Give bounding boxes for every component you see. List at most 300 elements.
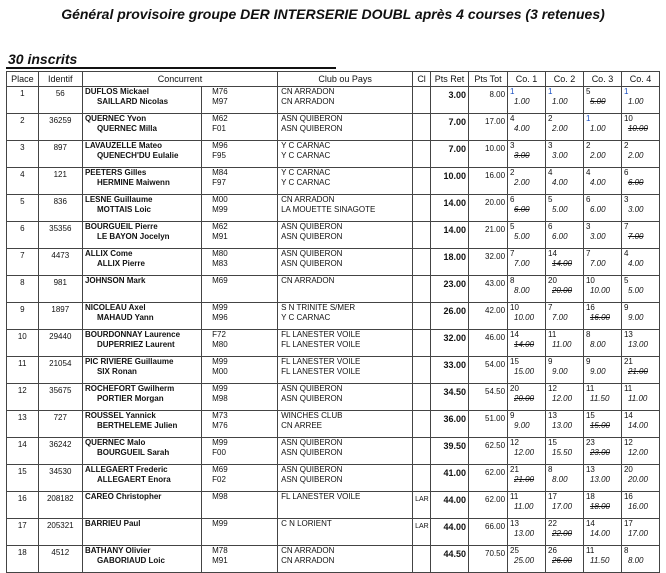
points: 1.00 <box>589 124 606 133</box>
table-row <box>7 249 660 276</box>
club <box>278 519 413 546</box>
crew-name: QUERNEC Milla <box>96 124 157 133</box>
race-1-score <box>508 114 546 141</box>
points-retained: 34.50 <box>431 384 469 411</box>
identif: 727 <box>38 411 82 438</box>
race-1-score <box>508 384 546 411</box>
crew-club: ASN QUIBERON <box>281 124 343 133</box>
competitor-names <box>82 195 201 222</box>
identif: 897 <box>38 141 82 168</box>
race-1-score <box>508 330 546 357</box>
helm-code: M69 <box>212 276 228 285</box>
club <box>278 141 413 168</box>
points: 4.00 <box>552 178 568 187</box>
helm-code: M99 <box>212 519 228 528</box>
crew-code: M76 <box>212 421 228 430</box>
crew-name: MAHAUD Yann <box>96 313 154 322</box>
crew-name: QUENECH'DU Eulalie <box>96 151 179 160</box>
competitor-names <box>82 303 201 330</box>
club <box>278 276 413 303</box>
race-3-score <box>583 546 621 573</box>
competitor-codes <box>202 357 278 384</box>
points: 4.00 <box>514 124 530 133</box>
rank: 4 <box>510 114 515 123</box>
rank: 23 <box>585 438 595 447</box>
competitor-codes <box>202 519 278 546</box>
helm-name: BATHANY Olivier <box>84 546 151 555</box>
club <box>278 195 413 222</box>
helm-club: ASN QUIBERON <box>281 222 343 231</box>
rank: 17 <box>623 519 633 528</box>
helm-code: M62 <box>212 114 228 123</box>
points: 22.00 <box>552 529 573 538</box>
helm-name: QUERNEC Malo <box>84 438 146 447</box>
club <box>278 384 413 411</box>
points: 6.00 <box>552 232 568 241</box>
points: 4.00 <box>589 178 606 187</box>
identif: 36259 <box>38 114 82 141</box>
race-4-score <box>621 222 659 249</box>
race-1-score <box>508 465 546 492</box>
points: 8.00 <box>514 286 530 295</box>
points: 8.00 <box>552 475 568 484</box>
table-row <box>7 492 660 519</box>
race-3-score <box>583 195 621 222</box>
helm-club: C N LORIENT <box>281 519 332 528</box>
rank: 5 <box>510 222 515 231</box>
rank: 18 <box>585 492 595 501</box>
race-1-score <box>508 357 546 384</box>
points: 13.00 <box>627 340 648 349</box>
table-row <box>7 141 660 168</box>
race-4-score <box>621 87 659 114</box>
rank: 21 <box>623 357 633 366</box>
category <box>413 411 431 438</box>
points-total: 62.50 <box>469 438 508 465</box>
crew-name: MOTTAIS Loic <box>96 205 152 214</box>
club <box>278 303 413 330</box>
category <box>413 276 431 303</box>
points: 16.00 <box>589 313 610 322</box>
category <box>413 303 431 330</box>
points: 9.00 <box>514 421 530 430</box>
rank: 2 <box>548 114 553 123</box>
race-1-score <box>508 546 546 573</box>
helm-club: FL LANESTER VOILE <box>281 357 361 366</box>
crew-club: FL LANESTER VOILE <box>281 367 361 376</box>
helm-club: ASN QUIBERON <box>281 384 343 393</box>
club <box>278 114 413 141</box>
rank: 16 <box>585 303 595 312</box>
club <box>278 87 413 114</box>
place: 2 <box>7 114 39 141</box>
category <box>413 546 431 573</box>
race-1-score <box>508 519 546 546</box>
race-3-score <box>583 438 621 465</box>
place: 18 <box>7 546 39 573</box>
rank: 11 <box>585 546 595 555</box>
helm-name: ROUSSEL Yannick <box>84 411 156 420</box>
race-1-score <box>508 168 546 195</box>
race-2-score <box>546 384 584 411</box>
rank: 7 <box>548 303 553 312</box>
identif: 36242 <box>38 438 82 465</box>
competitor-codes <box>202 222 278 249</box>
race-2-score <box>546 114 584 141</box>
helm-code: M98 <box>212 492 228 501</box>
race-3-score <box>583 222 621 249</box>
points: 13.00 <box>589 475 610 484</box>
rank: 12 <box>623 438 633 447</box>
rank: 8 <box>585 330 591 339</box>
race-1-score <box>508 411 546 438</box>
crew-code: M91 <box>212 232 228 241</box>
crew-code: M80 <box>212 340 228 349</box>
competitor-names <box>82 330 201 357</box>
rank: 11 <box>623 384 633 393</box>
place: 11 <box>7 357 39 384</box>
header-co2: Co. 2 <box>546 72 584 87</box>
race-3-score <box>583 492 621 519</box>
rank: 9 <box>510 411 515 420</box>
points-retained: 14.00 <box>431 195 469 222</box>
rank: 22 <box>548 519 557 528</box>
race-3-score <box>583 276 621 303</box>
points: 8.00 <box>627 556 644 565</box>
race-1-score <box>508 249 546 276</box>
table-row <box>7 546 660 573</box>
race-1-score <box>508 303 546 330</box>
identif: 56 <box>38 87 82 114</box>
competitor-codes <box>202 114 278 141</box>
points: 13.00 <box>514 529 535 538</box>
identif: 4512 <box>38 546 82 573</box>
rank: 13 <box>548 411 557 420</box>
crew-club: Y C CARNAC <box>281 313 331 322</box>
points: 11.50 <box>589 556 610 565</box>
race-2-score <box>546 87 584 114</box>
rank: 9 <box>585 357 591 366</box>
crew-club: LA MOUETTE SINAGOTE <box>281 205 376 214</box>
helm-code: M73 <box>212 411 228 420</box>
points: 21.00 <box>514 475 535 484</box>
helm-club: FL LANESTER VOILE <box>281 330 361 339</box>
points: 3.00 <box>552 151 568 160</box>
race-2-score <box>546 546 584 573</box>
helm-name: ROCHEFORT Gwilherm <box>84 384 175 393</box>
place: 3 <box>7 141 39 168</box>
points-total: 17.00 <box>469 114 508 141</box>
race-2-score <box>546 492 584 519</box>
race-2-score <box>546 195 584 222</box>
competitor-codes <box>202 249 278 276</box>
rank: 3 <box>548 141 553 150</box>
points: 15.00 <box>589 421 610 430</box>
competitor-names <box>82 411 201 438</box>
points: 5.00 <box>627 286 644 295</box>
crew-club: ASN QUIBERON <box>281 259 343 268</box>
competitor-codes <box>202 168 278 195</box>
helm-name: LESNE Guillaume <box>84 195 153 204</box>
points: 14.00 <box>589 529 610 538</box>
competitor-names <box>82 357 201 384</box>
category: LAR <box>413 492 431 519</box>
points: 7.00 <box>627 232 644 241</box>
points: 9.00 <box>552 367 568 376</box>
points-total: 16.00 <box>469 168 508 195</box>
club <box>278 168 413 195</box>
crew-club: CN ARRADON <box>281 556 335 565</box>
points-retained: 44.00 <box>431 492 469 519</box>
race-1-score <box>508 87 546 114</box>
crew-name: SAILLARD Nicolas <box>96 97 169 106</box>
rank: 14 <box>623 411 633 420</box>
competitor-codes <box>202 195 278 222</box>
rank: 25 <box>510 546 519 555</box>
rank: 4 <box>623 249 629 258</box>
helm-code: M99 <box>212 438 228 447</box>
rank: 5 <box>585 87 591 96</box>
crew-code: M96 <box>212 313 228 322</box>
points: 1.00 <box>627 97 644 106</box>
race-2-score <box>546 411 584 438</box>
helm-club: S N TRINITE S/MER <box>281 303 356 312</box>
helm-name: CAREO Christopher <box>84 492 162 501</box>
club <box>278 330 413 357</box>
helm-name: BOURGUEIL Pierre <box>84 222 158 231</box>
identif: 1897 <box>38 303 82 330</box>
points-total: 8.00 <box>469 87 508 114</box>
race-3-score <box>583 357 621 384</box>
rank: 5 <box>623 276 629 285</box>
rank: 13 <box>623 330 633 339</box>
points: 20.00 <box>627 475 648 484</box>
club <box>278 222 413 249</box>
points: 7.00 <box>514 259 530 268</box>
race-2-score <box>546 222 584 249</box>
points: 6.00 <box>514 205 530 214</box>
points: 15.00 <box>514 367 535 376</box>
helm-name: PEETERS Gilles <box>84 168 147 177</box>
points: 18.00 <box>589 502 610 511</box>
place: 10 <box>7 330 39 357</box>
table-row <box>7 357 660 384</box>
crew-code: F95 <box>212 151 226 160</box>
category <box>413 438 431 465</box>
table-row <box>7 438 660 465</box>
rank: 21 <box>510 465 519 474</box>
helm-code: M80 <box>212 249 228 258</box>
competitor-names <box>82 519 201 546</box>
category <box>413 195 431 222</box>
race-4-score <box>621 357 659 384</box>
race-3-score <box>583 411 621 438</box>
competitor-names <box>82 492 201 519</box>
crew-code: M83 <box>212 259 228 268</box>
helm-code: M78 <box>212 546 228 555</box>
competitor-codes <box>202 303 278 330</box>
rank: 20 <box>548 276 557 285</box>
header-club: Club ou Pays <box>278 72 413 87</box>
helm-code: M76 <box>212 87 228 96</box>
points: 3.00 <box>627 205 644 214</box>
rank: 11 <box>585 384 595 393</box>
race-1-score <box>508 141 546 168</box>
helm-club: WINCHES CLUB <box>281 411 343 420</box>
points-total: 10.00 <box>469 141 508 168</box>
race-4-score <box>621 519 659 546</box>
crew-name: HERMINE Maiwenn <box>96 178 170 187</box>
points: 10.00 <box>589 286 610 295</box>
identif: 121 <box>38 168 82 195</box>
points: 7.00 <box>589 259 606 268</box>
rank: 15 <box>510 357 519 366</box>
table-row <box>7 222 660 249</box>
crew-name: ALLEGAERT Enora <box>96 475 171 484</box>
identif: 35675 <box>38 384 82 411</box>
points-retained: 41.00 <box>431 465 469 492</box>
helm-name: LAVAUZELLE Mateo <box>84 141 162 150</box>
header-cl: Cl <box>413 72 431 87</box>
points: 11.50 <box>589 394 610 403</box>
category: LAR <box>413 519 431 546</box>
helm-club: CN ARRADON <box>281 195 335 204</box>
table-row <box>7 411 660 438</box>
points-total: 62.00 <box>469 492 508 519</box>
rank: 14 <box>510 330 519 339</box>
competitor-names <box>82 546 201 573</box>
helm-name: ALLIX Come <box>84 249 133 258</box>
crew-code: M99 <box>212 205 228 214</box>
category <box>413 465 431 492</box>
entrant-count: 30 inscrits <box>8 51 78 67</box>
place: 13 <box>7 411 39 438</box>
rank: 13 <box>510 519 519 528</box>
points: 11.00 <box>514 502 534 511</box>
header-pts-tot: Pts Tot <box>469 72 508 87</box>
helm-club: Y C CARNAC <box>281 141 331 150</box>
points: 16.00 <box>627 502 648 511</box>
crew-code: F97 <box>212 178 226 187</box>
points: 20.00 <box>552 286 573 295</box>
points-retained: 33.00 <box>431 357 469 384</box>
crew-name: ALLIX Pierre <box>96 259 145 268</box>
race-4-score <box>621 411 659 438</box>
rank: 11 <box>548 330 557 339</box>
race-3-score <box>583 249 621 276</box>
header-identif: Identif <box>38 72 82 87</box>
identif: 836 <box>38 195 82 222</box>
race-4-score <box>621 384 659 411</box>
race-3-score <box>583 303 621 330</box>
helm-club: CN ARRADON <box>281 546 335 555</box>
competitor-codes <box>202 465 278 492</box>
rank: 7 <box>585 249 591 258</box>
race-4-score <box>621 168 659 195</box>
race-4-score <box>621 465 659 492</box>
points-total: 66.00 <box>469 519 508 546</box>
club <box>278 357 413 384</box>
points: 5.00 <box>589 97 606 106</box>
points: 6.00 <box>627 178 644 187</box>
race-2-score <box>546 465 584 492</box>
club <box>278 465 413 492</box>
table-row <box>7 114 660 141</box>
helm-code: M00 <box>212 195 228 204</box>
rank: 9 <box>548 357 553 366</box>
crew-code: M98 <box>212 394 228 403</box>
competitor-codes <box>202 546 278 573</box>
competitor-names <box>82 249 201 276</box>
competitor-names <box>82 222 201 249</box>
race-2-score <box>546 438 584 465</box>
points: 6.00 <box>589 205 606 214</box>
rank: 20 <box>623 465 633 474</box>
place: 8 <box>7 276 39 303</box>
helm-code: M99 <box>212 384 228 393</box>
table-row <box>7 276 660 303</box>
rank: 10 <box>510 303 519 312</box>
points: 5.00 <box>552 205 568 214</box>
competitor-codes <box>202 411 278 438</box>
race-1-score <box>508 195 546 222</box>
points: 12.00 <box>514 448 535 457</box>
competitor-names <box>82 141 201 168</box>
points: 10.00 <box>514 313 535 322</box>
race-2-score <box>546 357 584 384</box>
crew-code: F01 <box>212 124 226 133</box>
rank: 15 <box>585 411 595 420</box>
points: 17.00 <box>627 529 648 538</box>
crew-club: ASN QUIBERON <box>281 232 343 241</box>
competitor-codes <box>202 492 278 519</box>
crew-code: F00 <box>212 448 226 457</box>
header-co3: Co. 3 <box>583 72 621 87</box>
rank: 4 <box>548 168 553 177</box>
helm-club: CN ARRADON <box>281 87 335 96</box>
competitor-names <box>82 168 201 195</box>
crew-club: Y C CARNAC <box>281 151 331 160</box>
crew-club: CN ARREE <box>281 421 322 430</box>
rank: 7 <box>623 222 629 231</box>
header-pts-ret: Pts Ret <box>431 72 469 87</box>
points: 14.00 <box>627 421 648 430</box>
points: 1.00 <box>552 97 568 106</box>
table-row <box>7 87 660 114</box>
helm-name: ALLEGAERT Frederic <box>84 465 168 474</box>
race-4-score <box>621 546 659 573</box>
header-co4: Co. 4 <box>621 72 659 87</box>
points: 26.00 <box>552 556 573 565</box>
results-table <box>6 71 660 573</box>
points-total: 42.00 <box>469 303 508 330</box>
rank: 3 <box>510 141 515 150</box>
rank: 7 <box>510 249 515 258</box>
crew-club: ASN QUIBERON <box>281 448 343 457</box>
rank: 5 <box>548 195 553 204</box>
race-1-score <box>508 222 546 249</box>
points-retained: 44.50 <box>431 546 469 573</box>
rank: 2 <box>623 141 629 150</box>
place: 12 <box>7 384 39 411</box>
helm-name: BARRIEU Paul <box>84 519 141 528</box>
crew-code: M91 <box>212 556 228 565</box>
points-total: 21.00 <box>469 222 508 249</box>
race-2-score <box>546 276 584 303</box>
category <box>413 168 431 195</box>
competitor-codes <box>202 141 278 168</box>
rank: 8 <box>548 465 553 474</box>
